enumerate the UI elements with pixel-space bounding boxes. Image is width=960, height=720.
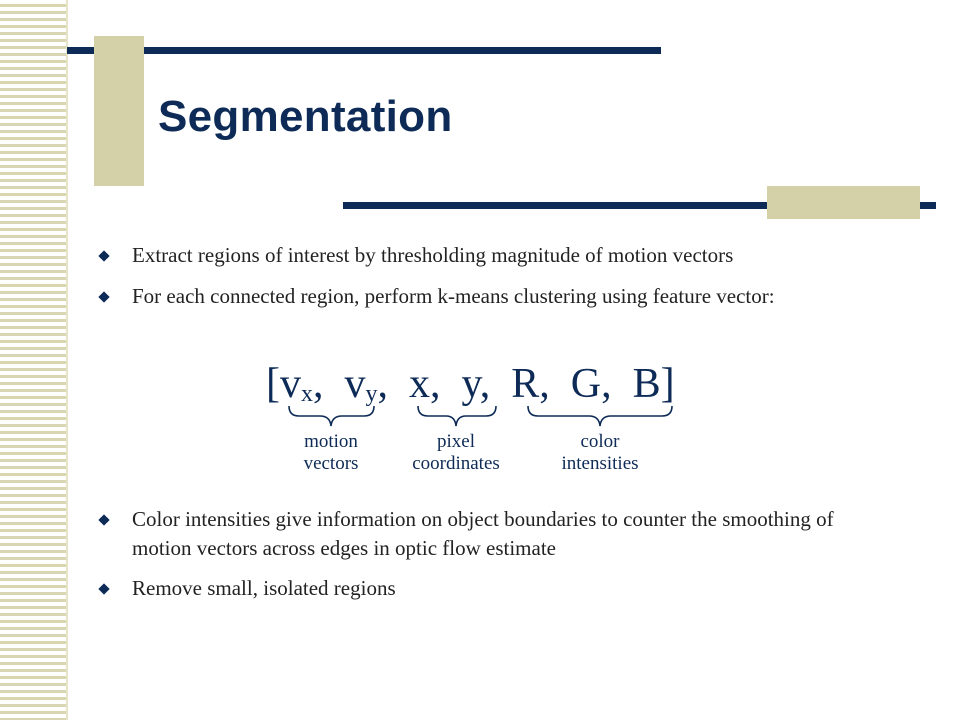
bullet-diamond-icon: [98, 291, 109, 302]
color-brace: [528, 406, 672, 426]
bullet-diamond-icon: [98, 583, 109, 594]
group-label-color: [545, 431, 655, 475]
divider-accent-block: [767, 186, 920, 219]
bullet-text: Color intensities give information on object boundaries to counter the smoothing of motion vectors across edges in optic flow estimate: [132, 507, 834, 560]
bullet-text: Extract regions of interest by thresholding magnitude of motion vectors: [132, 243, 734, 267]
group-label-line: color: [580, 431, 620, 452]
formula-vy-subscript: y: [365, 381, 378, 407]
group-label-motion: [286, 431, 376, 475]
formula-vx-subscript: x: [301, 381, 313, 407]
bullet-item: [96, 574, 896, 603]
left-stripe-decoration: [0, 0, 68, 720]
group-label-line: vectors: [303, 453, 359, 474]
group-label-line: motion: [304, 431, 358, 452]
bullet-diamond-icon: [98, 514, 109, 525]
bullet-text: Remove small, isolated regions: [132, 576, 396, 600]
top-rule: [67, 47, 661, 54]
bullet-item: [96, 282, 866, 311]
formula-vy: v: [344, 361, 366, 407]
group-label-pixel: [396, 431, 516, 475]
feature-vector-formula: [266, 360, 675, 408]
bullet-item: [96, 505, 876, 563]
group-label-line: pixel: [437, 431, 475, 452]
formula-open-bracket: [: [266, 361, 280, 407]
bullet-diamond-icon: [98, 250, 109, 261]
bullet-item: [96, 241, 896, 270]
formula-separator: ,: [313, 361, 345, 407]
pixel-brace: [418, 406, 496, 426]
title-accent-block: [94, 36, 144, 186]
bullet-text: For each connected region, perform k-means clustering using feature vector:: [132, 284, 775, 308]
formula-vx: v: [280, 361, 301, 407]
motion-brace: [289, 406, 374, 426]
group-label-line: intensities: [561, 453, 639, 474]
group-label-line: coordinates: [412, 453, 500, 474]
formula-rest: , x, y, R, G, B]: [377, 361, 675, 407]
slide-title: Segmentation: [158, 92, 453, 141]
